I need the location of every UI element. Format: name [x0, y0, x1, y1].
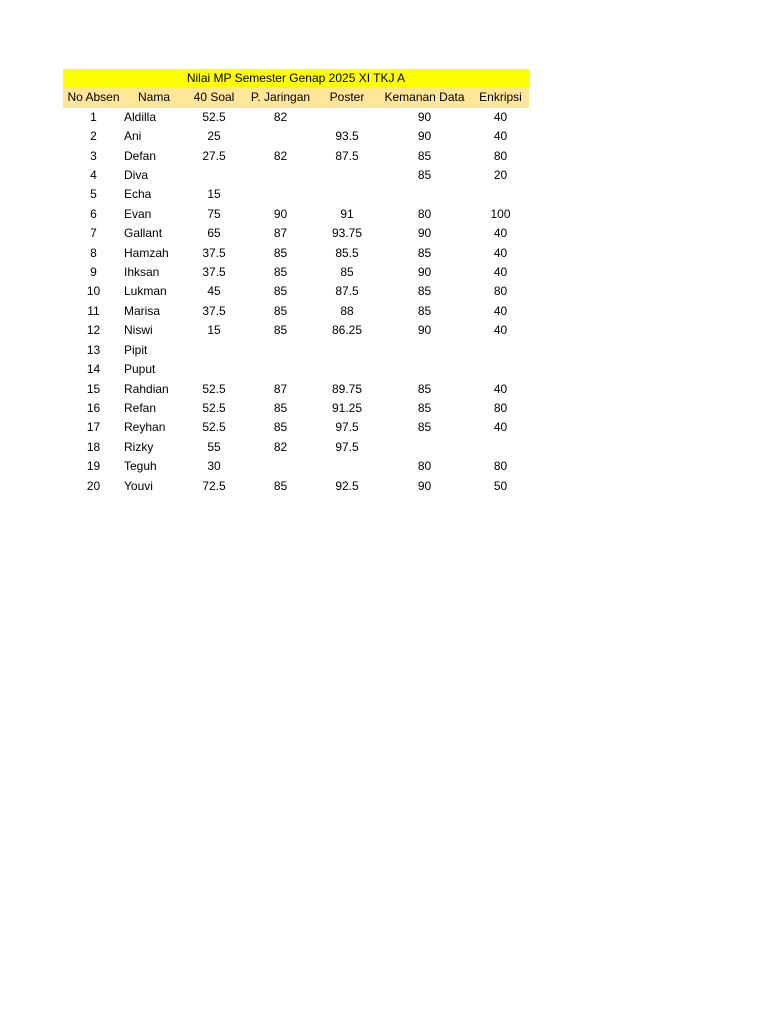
cell-kemanan-data[interactable]: 90: [417, 226, 432, 241]
cell-p-jaringan[interactable]: 85: [273, 265, 288, 280]
table-row: [63, 263, 529, 282]
cell-kemanan-data[interactable]: 90: [417, 109, 432, 124]
cell-enkripsi[interactable]: [472, 341, 529, 360]
table-row: [63, 380, 529, 399]
table-row: [63, 205, 529, 224]
cell-40-soal[interactable]: 75: [207, 206, 221, 221]
cell-nama[interactable]: Youvi: [124, 478, 153, 493]
cell-poster[interactable]: [317, 108, 377, 127]
cell-no-absen[interactable]: 19: [86, 459, 101, 474]
grade-rows: [63, 108, 529, 496]
cell-no-absen[interactable]: 10: [86, 284, 101, 299]
cell-no-absen[interactable]: 6: [90, 206, 97, 221]
header-no-absen[interactable]: No Absen: [63, 88, 124, 107]
cell-nama[interactable]: Ani: [124, 129, 142, 144]
cell-poster[interactable]: 97.5: [335, 439, 359, 454]
table-row: [63, 418, 529, 437]
sheet-title[interactable]: [63, 69, 529, 88]
cell-poster[interactable]: 91: [340, 206, 354, 221]
cell-enkripsi[interactable]: 40: [493, 420, 508, 435]
cell-no-absen[interactable]: 17: [86, 420, 101, 435]
cell-enkripsi[interactable]: 80: [493, 148, 508, 163]
cell-kemanan-data[interactable]: 85: [417, 400, 432, 415]
table-row: [63, 341, 529, 360]
cell-poster[interactable]: 91.25: [331, 400, 363, 415]
cell-p-jaringan[interactable]: 85: [273, 245, 288, 260]
cell-kemanan-data[interactable]: 85: [417, 148, 432, 163]
cell-enkripsi[interactable]: 40: [493, 323, 508, 338]
cell-40-soal[interactable]: 52.5: [202, 420, 226, 435]
cell-no-absen[interactable]: 8: [90, 245, 97, 260]
cell-40-soal[interactable]: [184, 341, 244, 360]
cell-no-absen[interactable]: 1: [90, 109, 97, 124]
cell-poster[interactable]: [317, 360, 377, 379]
cell-enkripsi[interactable]: [472, 438, 529, 457]
title-row: [63, 69, 529, 88]
table-row: [63, 185, 529, 204]
cell-nama[interactable]: Aldilla: [124, 109, 157, 124]
cell-no-absen[interactable]: 20: [86, 478, 101, 493]
cell-no-absen[interactable]: 14: [86, 362, 101, 377]
cell-40-soal[interactable]: 30: [207, 459, 221, 474]
cell-poster[interactable]: 87.5: [335, 284, 359, 299]
cell-p-jaringan[interactable]: [244, 341, 317, 360]
cell-40-soal[interactable]: 25: [207, 129, 221, 144]
header-40-soal[interactable]: 40 Soal: [184, 88, 244, 107]
cell-nama[interactable]: Ihksan: [124, 265, 160, 280]
cell-40-soal[interactable]: 52.5: [202, 400, 226, 415]
table-row: [63, 166, 529, 185]
cell-no-absen[interactable]: 5: [90, 187, 97, 202]
grades-table: [63, 69, 529, 496]
cell-kemanan-data[interactable]: 85: [417, 420, 432, 435]
cell-40-soal[interactable]: 55: [207, 439, 221, 454]
cell-poster[interactable]: 89.75: [331, 381, 363, 396]
cell-enkripsi[interactable]: 50: [493, 478, 508, 493]
cell-kemanan-data[interactable]: [377, 341, 472, 360]
cell-kemanan-data[interactable]: 80: [417, 206, 432, 221]
cell-enkripsi[interactable]: 40: [493, 129, 508, 144]
cell-kemanan-data[interactable]: 85: [417, 245, 432, 260]
cell-40-soal[interactable]: 15: [207, 187, 221, 202]
cell-enkripsi[interactable]: 40: [493, 109, 508, 124]
cell-p-jaringan[interactable]: [244, 127, 317, 146]
cell-enkripsi[interactable]: 40: [493, 226, 508, 241]
cell-nama[interactable]: Diva: [124, 168, 149, 183]
cell-no-absen[interactable]: 3: [90, 148, 97, 163]
cell-enkripsi[interactable]: 40: [493, 245, 508, 260]
header-p-jaringan[interactable]: P. Jaringan: [244, 88, 317, 107]
cell-poster[interactable]: 97.5: [335, 420, 359, 435]
cell-enkripsi[interactable]: 40: [493, 265, 508, 280]
cell-nama[interactable]: Reyhan: [124, 420, 166, 435]
cell-poster[interactable]: 85.5: [335, 245, 359, 260]
cell-p-jaringan[interactable]: 85: [273, 400, 288, 415]
cell-40-soal[interactable]: 37.5: [202, 245, 226, 260]
header-row: [63, 88, 529, 107]
header-kemanan-data[interactable]: Kemanan Data: [377, 88, 472, 107]
cell-nama[interactable]: Teguh: [124, 459, 157, 474]
cell-no-absen[interactable]: 9: [90, 265, 97, 280]
table-row: [63, 477, 529, 496]
cell-nama[interactable]: Defan: [124, 148, 157, 163]
cell-nama[interactable]: Hamzah: [124, 245, 169, 260]
cell-enkripsi[interactable]: 100: [490, 206, 511, 221]
cell-p-jaringan[interactable]: 82: [273, 109, 288, 124]
cell-enkripsi[interactable]: [472, 185, 529, 204]
cell-nama[interactable]: Rizky: [124, 439, 154, 454]
cell-nama[interactable]: Lukman: [124, 284, 167, 299]
cell-no-absen[interactable]: 15: [86, 381, 101, 396]
cell-p-jaringan[interactable]: [244, 457, 317, 476]
header-enkripsi[interactable]: Enkripsi: [472, 88, 529, 107]
cell-kemanan-data[interactable]: [377, 185, 472, 204]
cell-40-soal[interactable]: 37.5: [202, 265, 226, 280]
cell-no-absen[interactable]: 4: [90, 168, 97, 183]
cell-poster[interactable]: 93.75: [331, 226, 363, 241]
header-poster[interactable]: Poster: [317, 88, 377, 107]
cell-poster[interactable]: [317, 341, 377, 360]
cell-40-soal[interactable]: 52.5: [202, 109, 226, 124]
cell-40-soal[interactable]: 37.5: [202, 303, 226, 318]
cell-poster[interactable]: [317, 457, 377, 476]
cell-poster[interactable]: 85: [340, 265, 354, 280]
table-row: [63, 127, 529, 146]
table-row: [63, 438, 529, 457]
sheet-title-text: Nilai MP Semester Genap 2025 XI TKJ A: [186, 71, 406, 85]
cell-enkripsi[interactable]: 20: [493, 168, 508, 183]
cell-poster[interactable]: [317, 166, 377, 185]
cell-no-absen[interactable]: 7: [90, 226, 97, 241]
table-row: [63, 360, 529, 379]
cell-p-jaringan[interactable]: 90: [273, 206, 288, 221]
cell-kemanan-data[interactable]: [377, 360, 472, 379]
table-row: [63, 282, 529, 301]
table-row: [63, 244, 529, 263]
cell-nama[interactable]: Gallant: [124, 226, 163, 241]
cell-no-absen[interactable]: 11: [87, 303, 100, 318]
cell-enkripsi[interactable]: 80: [493, 284, 508, 299]
cell-kemanan-data[interactable]: 85: [417, 168, 432, 183]
cell-no-absen[interactable]: 2: [90, 129, 97, 144]
table-row: [63, 224, 529, 243]
cell-40-soal[interactable]: 65: [207, 226, 221, 241]
cell-nama[interactable]: Evan: [124, 206, 152, 221]
cell-kemanan-data[interactable]: 90: [417, 129, 432, 144]
table-row: [63, 108, 529, 127]
table-row: [63, 321, 529, 340]
cell-40-soal[interactable]: [184, 360, 244, 379]
cell-p-jaringan[interactable]: [244, 360, 317, 379]
cell-40-soal[interactable]: 45: [207, 284, 221, 299]
cell-kemanan-data[interactable]: 90: [417, 265, 432, 280]
table-row: [63, 457, 529, 476]
table-row: [63, 399, 529, 418]
cell-kemanan-data[interactable]: 90: [417, 323, 432, 338]
cell-poster[interactable]: 86.25: [331, 323, 363, 338]
cell-enkripsi[interactable]: 80: [493, 400, 508, 415]
cell-enkripsi[interactable]: 40: [493, 303, 508, 318]
cell-no-absen[interactable]: 16: [86, 400, 101, 415]
cell-poster[interactable]: 92.5: [335, 478, 359, 493]
cell-no-absen[interactable]: 18: [86, 439, 101, 454]
cell-p-jaringan[interactable]: [244, 185, 317, 204]
cell-p-jaringan[interactable]: 85: [273, 284, 288, 299]
cell-poster[interactable]: 93.5: [335, 129, 359, 144]
cell-nama[interactable]: Rahdian: [124, 381, 169, 396]
grades-sheet: [63, 69, 529, 496]
cell-kemanan-data[interactable]: 80: [417, 459, 432, 474]
cell-40-soal[interactable]: 72.5: [202, 478, 226, 493]
table-row: [63, 147, 529, 166]
cell-kemanan-data[interactable]: 90: [417, 478, 432, 493]
cell-p-jaringan[interactable]: 87: [273, 226, 288, 241]
cell-40-soal[interactable]: 27.5: [202, 148, 226, 163]
cell-nama[interactable]: Refan: [124, 400, 157, 415]
cell-kemanan-data[interactable]: 85: [417, 284, 432, 299]
cell-p-jaringan[interactable]: 85: [273, 478, 288, 493]
cell-nama[interactable]: Puput: [124, 362, 156, 377]
cell-kemanan-data[interactable]: 85: [417, 303, 432, 318]
cell-nama[interactable]: Marisa: [124, 303, 161, 318]
cell-nama[interactable]: Pipit: [124, 342, 148, 357]
cell-40-soal[interactable]: 52.5: [202, 381, 226, 396]
cell-p-jaringan[interactable]: 85: [273, 420, 288, 435]
cell-kemanan-data[interactable]: [377, 438, 472, 457]
cell-p-jaringan[interactable]: 85: [273, 323, 288, 338]
cell-enkripsi[interactable]: 80: [493, 459, 508, 474]
cell-p-jaringan[interactable]: 85: [273, 303, 288, 318]
cell-no-absen[interactable]: 12: [86, 323, 101, 338]
cell-p-jaringan[interactable]: [244, 166, 317, 185]
cell-p-jaringan[interactable]: 82: [273, 148, 288, 163]
cell-poster[interactable]: [317, 185, 377, 204]
cell-enkripsi[interactable]: 40: [493, 381, 508, 396]
cell-p-jaringan[interactable]: 87: [273, 381, 288, 396]
cell-enkripsi[interactable]: [472, 360, 529, 379]
cell-40-soal[interactable]: 15: [207, 323, 221, 338]
header-nama[interactable]: Nama: [124, 88, 184, 107]
cell-nama[interactable]: Echa: [124, 187, 152, 202]
cell-nama[interactable]: Niswi: [124, 323, 153, 338]
cell-kemanan-data[interactable]: 85: [417, 381, 432, 396]
cell-p-jaringan[interactable]: 82: [273, 439, 288, 454]
table-row: [63, 302, 529, 321]
cell-poster[interactable]: 88: [340, 303, 354, 318]
cell-poster[interactable]: 87.5: [335, 148, 359, 163]
cell-no-absen[interactable]: 13: [86, 342, 101, 357]
cell-40-soal[interactable]: [184, 166, 244, 185]
